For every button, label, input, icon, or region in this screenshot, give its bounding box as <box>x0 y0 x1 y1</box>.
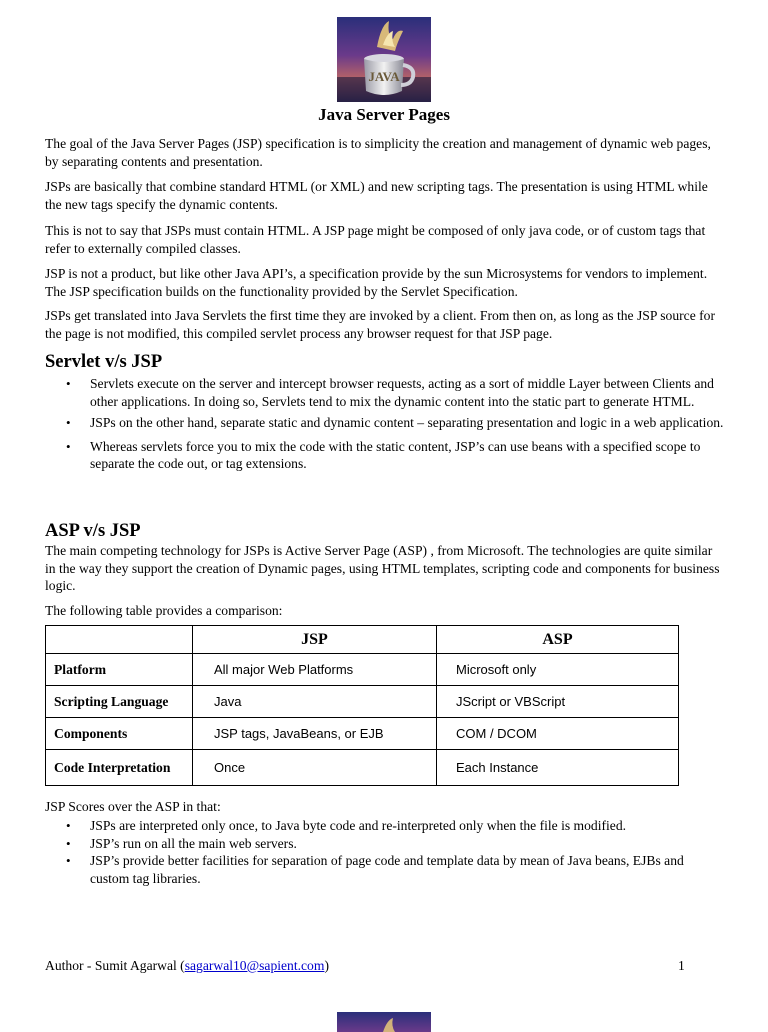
table-header-cell: ASP <box>437 626 679 654</box>
list-item: • Servlets execute on the server and intercept browser requests, acting as a sort of middle Layer between Clients and other applications. In doing so, Servlets tend to mix the dynamic content into the static part to generate HTML. <box>45 375 725 410</box>
servlet-bullet-list <box>45 375 725 473</box>
list-item: • JSPs are interpreted only once, to Java byte code and re-interpreted only when the file is modified. <box>45 817 725 835</box>
scores-intro: JSP Scores over the ASP in that: <box>45 799 221 814</box>
page-number: 1 <box>678 958 685 973</box>
row-label: Code Interpretation <box>46 750 193 786</box>
table-intro: The following table provides a comparison: <box>45 603 283 618</box>
table-row <box>46 750 679 786</box>
intro-paragraph-5: JSPs get translated into Java Servlets the first time they are invoked by a client. From then on, as long as the JSP source for the page is not modified, this compiled servlet process any browser request for that JSP page. <box>45 308 715 341</box>
asp-cell: Microsoft only <box>437 654 679 686</box>
comparison-table <box>45 625 679 786</box>
java-coffee-cup-icon <box>337 17 431 102</box>
list-item: • JSP’s provide better facilities for separation of page code and template data by mean of Java beans, EJBs and custom tag libraries. <box>45 852 725 887</box>
intro-paragraph-1: The goal of the Java Server Pages (JSP) specification is to simplicity the creation and management of dynamic web pages, by separating contents and presentation. <box>45 136 711 169</box>
svg-text:JAVA: JAVA <box>368 69 400 84</box>
author-email-link[interactable]: sagarwal10@sapient.com <box>184 958 325 973</box>
footer-author <box>45 958 329 974</box>
author-suffix: ) <box>324 958 329 973</box>
asp-paragraph: The main competing technology for JSPs is Active Server Page (ASP) , from Microsoft. The technologies are quite similar in the way they support the creation of Dynamic pages, using HTML templates, scripting code and components for business logic. <box>45 543 720 593</box>
java-coffee-cup-icon <box>337 1012 431 1032</box>
row-label: Platform <box>46 654 193 686</box>
intro-paragraph-4: JSP is not a product, but like other Java API’s, a specification provide by the sun Microsystems for vendors to implement. The JSP specification builds on the functionality provided by the Servlet Specification. <box>45 266 708 299</box>
asp-cell: COM / DCOM <box>437 718 679 750</box>
row-label: Components <box>46 718 193 750</box>
table-row <box>46 654 679 686</box>
intro-paragraph-2: JSPs are basically that combine standard HTML (or XML) and new scripting tags. The presentation is using HTML while the new tags specify the dynamic contents. <box>45 179 708 212</box>
list-item: • JSP’s run on all the main web servers. <box>45 835 725 853</box>
asp-cell: Each Instance <box>437 750 679 786</box>
asp-section-heading: ASP v/s JSP <box>45 521 141 541</box>
list-item: • JSPs on the other hand, separate static and dynamic content – separating presentation and logic in a web application. <box>45 414 725 432</box>
intro-paragraph-3: This is not to say that JSPs must contain HTML. A JSP page might be composed of only java code, or of custom tags that refer to externally compiled classes. <box>45 223 706 256</box>
row-label: Scripting Language <box>46 686 193 718</box>
table-row <box>46 718 679 750</box>
servlet-section-heading: Servlet v/s JSP <box>45 352 163 372</box>
table-header-cell <box>46 626 193 654</box>
asp-cell: JScript or VBScript <box>437 686 679 718</box>
jsp-cell: Java <box>193 686 437 718</box>
table-row <box>46 686 679 718</box>
list-item: • Whereas servlets force you to mix the code with the static content, JSP’s can use beans with a specified scope to separate the code out, or tag extensions. <box>45 438 725 473</box>
jsp-cell: Once <box>193 750 437 786</box>
jsp-cell: All major Web Platforms <box>193 654 437 686</box>
page-title: Java Server Pages <box>318 105 450 124</box>
scores-bullet-list <box>45 817 725 887</box>
author-prefix: Author - Sumit Agarwal ( <box>45 958 185 973</box>
table-header-cell: JSP <box>193 626 437 654</box>
jsp-cell: JSP tags, JavaBeans, or EJB <box>193 718 437 750</box>
table-header-row <box>46 626 679 654</box>
